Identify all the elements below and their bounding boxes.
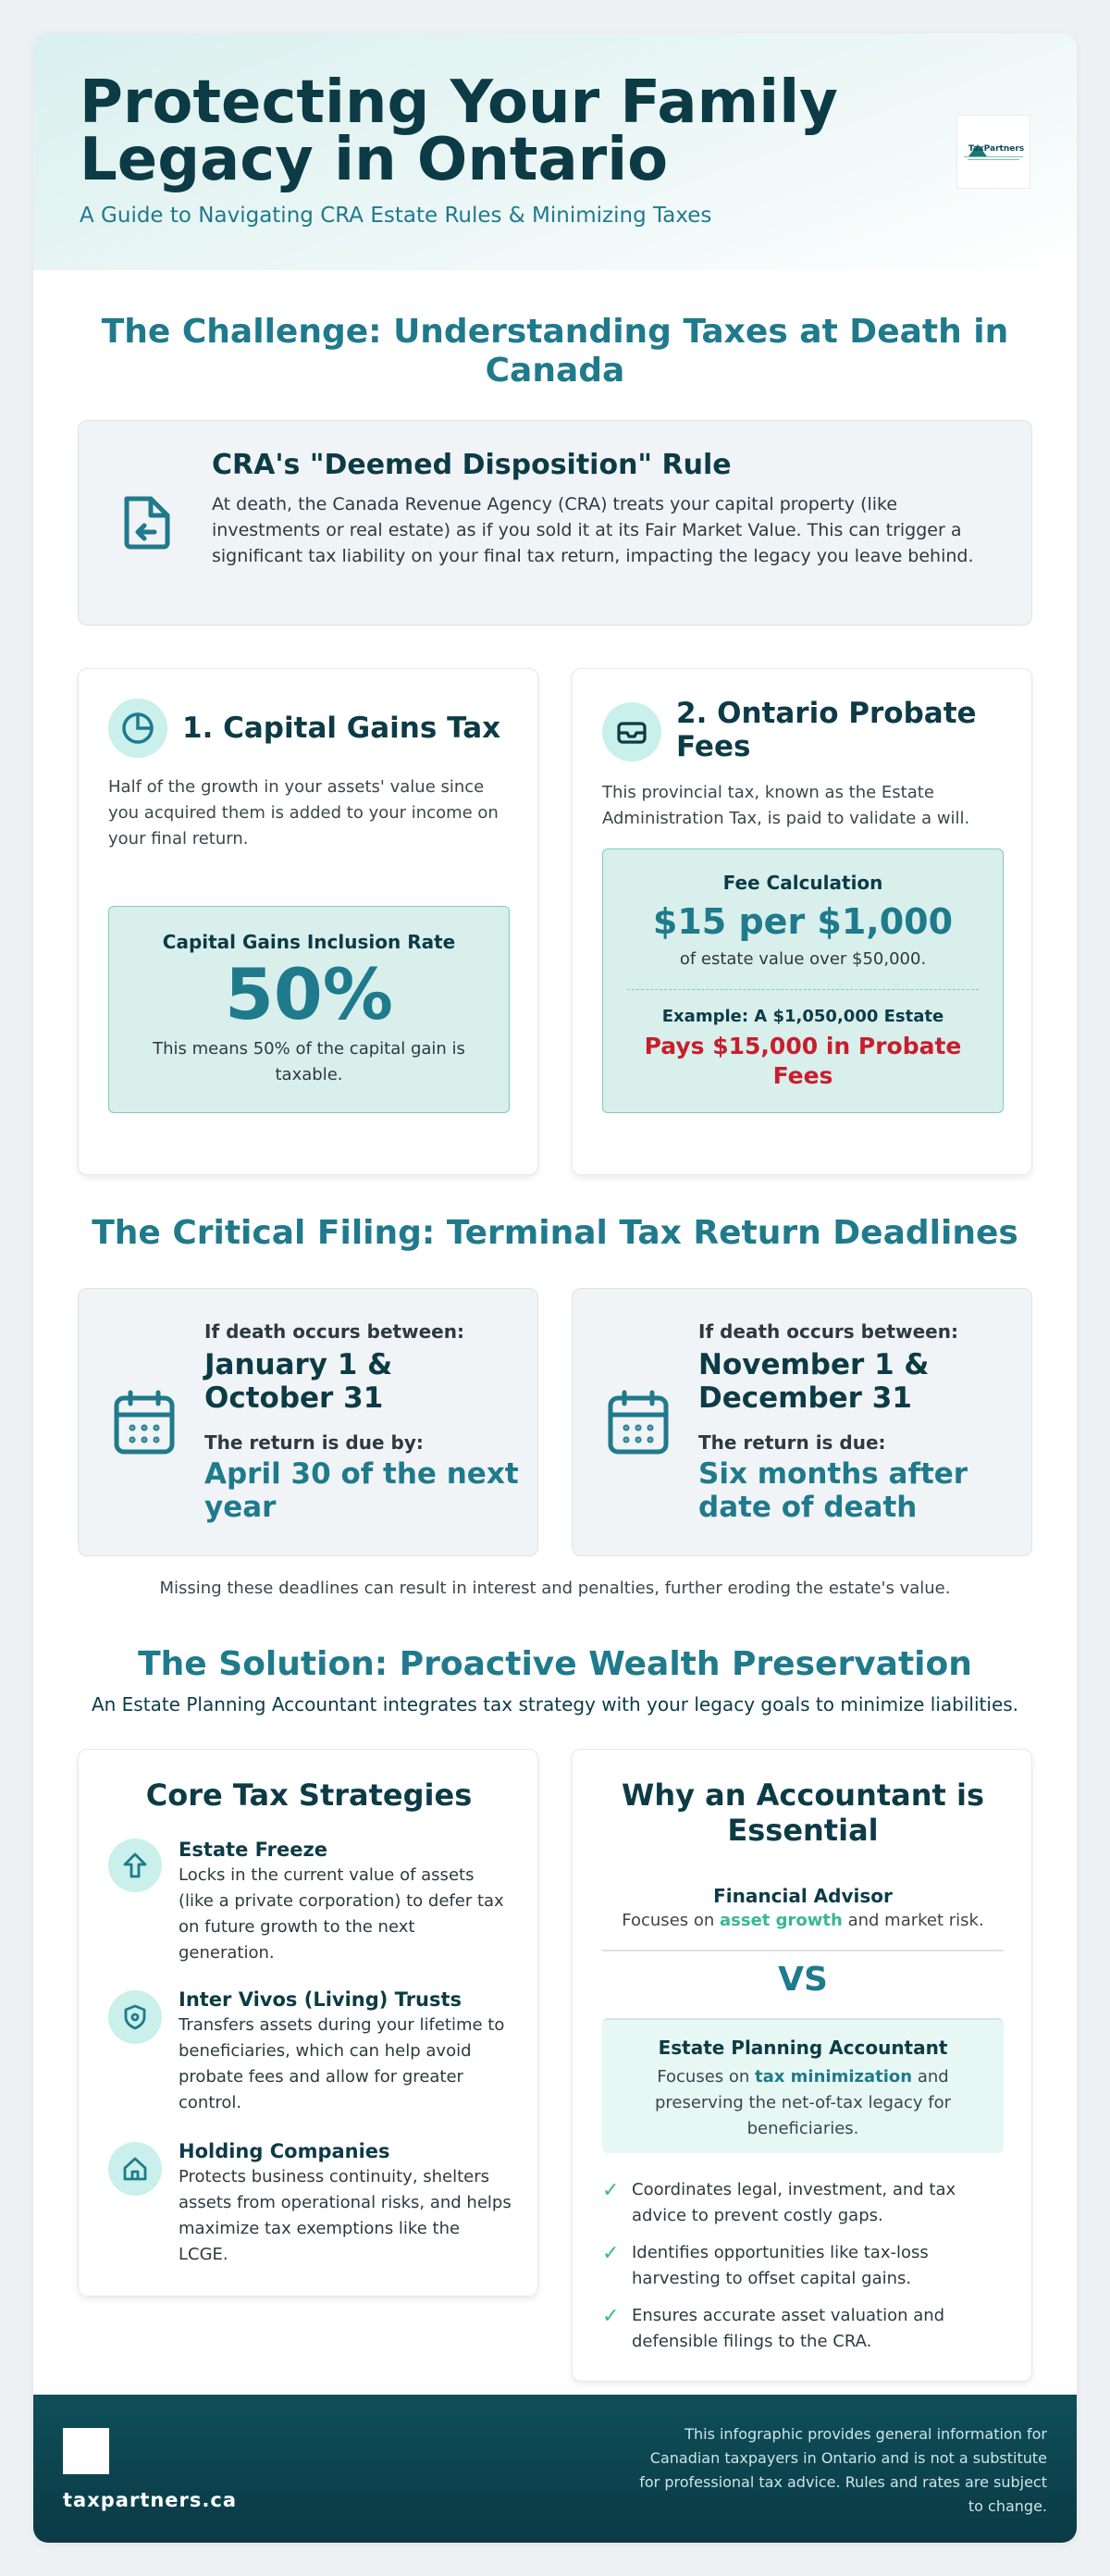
footer-site-link[interactable]: taxpartners.ca	[63, 2489, 237, 2511]
example-label: Example: A $1,050,000 Estate	[661, 1007, 944, 1026]
accountant-emphasis: tax minimization	[755, 2067, 913, 2087]
fee-calculation-label: Fee Calculation	[722, 872, 883, 894]
probate-title: 2. Ontario Probate Fees	[676, 697, 977, 763]
footer	[33, 2395, 1077, 2543]
advisor-title: Financial Advisor	[713, 1885, 893, 1907]
check-item-1: Coordinates legal, investment, and tax advice to prevent costly gaps.	[632, 2180, 956, 2225]
check-icon: ✓	[602, 2242, 620, 2265]
deemed-disposition-card	[78, 420, 1032, 625]
deadline-2-period: November 1 & December 31	[698, 1348, 930, 1415]
deadline-card-2	[572, 1288, 1032, 1556]
fee-divider	[627, 989, 979, 990]
pie-chart-icon	[108, 699, 167, 758]
probate-text: This provincial tax, known as the Estate Administration Tax, is paid to validate a will.	[602, 783, 970, 828]
probate-card	[572, 668, 1032, 1175]
page-subtitle: A Guide to Navigating CRA Estate Rules & Minimizing Taxes	[80, 204, 712, 228]
deadline-1-due: April 30 of the next year	[204, 1457, 519, 1524]
strategy-2-title: Inter Vivos (Living) Trusts	[179, 1988, 462, 2011]
wallet-icon	[602, 702, 661, 762]
arrow-up-icon	[108, 1839, 162, 1892]
accountant-text: Focuses on tax minimization and preserving the net-of-tax legacy for beneficiaries.	[654, 2067, 952, 2138]
strategy-2-text: Transfers assets during your lifetime to beneficiaries, which can help avoid probate fees and allow for greater control.	[179, 2015, 505, 2112]
capital-gains-card	[78, 668, 538, 1175]
deadline-card-1	[78, 1288, 538, 1556]
capital-gains-title: 1. Capital Gains Tax	[182, 712, 501, 745]
calendar-icon	[112, 1389, 177, 1461]
deadlines-heading: The Critical Filing: Terminal Tax Return Deadlines	[92, 1214, 1018, 1252]
deadlines-note: Missing these deadlines can result in interest and penalties, further eroding the estate's value.	[159, 1579, 951, 1598]
example-result: Pays $15,000 in Probate Fees	[644, 1033, 962, 1089]
page-title: Protecting Your Family Legacy in Ontario	[80, 68, 838, 194]
home-icon	[108, 2142, 162, 2196]
capital-gains-text: Half of the growth in your assets' value since you acquired them is added to your income on your final return.	[108, 777, 499, 848]
challenge-heading: The Challenge: Understanding Taxes at Death in Canada	[101, 313, 1009, 390]
company-logo	[956, 115, 1030, 189]
calendar-icon	[606, 1389, 671, 1461]
inclusion-rate-box	[108, 906, 510, 1113]
inclusion-rate-note: This means 50% of the capital gain is taxable.	[153, 1039, 465, 1084]
accountant-title: Estate Planning Accountant	[658, 2037, 948, 2059]
solution-intro: An Estate Planning Accountant integrates tax strategy with your legacy goals to minimize liabilities.	[91, 1693, 1019, 1715]
rule-title: CRA's "Deemed Disposition" Rule	[212, 449, 732, 481]
deadline-2-due: Six months after date of death	[698, 1457, 968, 1524]
inclusion-rate-label: Capital Gains Inclusion Rate	[162, 931, 456, 953]
strategy-1-text: Locks in the current value of assets (like a private corporation) to defer tax on future growth to the next generation.	[179, 1865, 504, 1963]
strategy-3-text: Protects business continuity, shelters assets from operational risks, and helps maximize tax exemptions like the LCGE.	[179, 2167, 512, 2264]
strategies-card	[78, 1749, 538, 2297]
file-return-icon	[114, 489, 179, 558]
check-item-3: Ensures accurate asset valuation and defensible filings to the CRA.	[632, 2306, 945, 2351]
deadline-1-period: January 1 & October 31	[204, 1348, 393, 1415]
footer-disclaimer: This infographic provides general information for Canadian taxpayers in Ontario and is not a substitute for professional tax advice. Rules and rates are subject to change.	[639, 2425, 1047, 2515]
advisor-text: Focuses on asset growth and market risk.	[622, 1911, 984, 1930]
why-title: Why an Accountant is Essential	[622, 1777, 984, 1848]
why-accountant-card	[572, 1749, 1032, 2382]
deadline-2-due-label: The return is due:	[698, 1431, 886, 1454]
inclusion-rate-value: 50%	[225, 953, 393, 1035]
accountant-box	[602, 2018, 1004, 2153]
header	[33, 33, 1077, 270]
logo-text: TaxPartners	[968, 143, 1025, 154]
fee-rate: $15 per $1,000	[652, 901, 954, 942]
strategy-3-title: Holding Companies	[179, 2140, 390, 2162]
check-icon: ✓	[602, 2179, 620, 2202]
shield-icon	[108, 1990, 162, 2044]
check-item-2: Identifies opportunities like tax-loss harvesting to offset capital gains.	[632, 2243, 929, 2288]
fee-note: of estate value over $50,000.	[679, 949, 927, 969]
footer-logo	[63, 2428, 109, 2474]
deadline-2-label: If death occurs between:	[698, 1320, 958, 1343]
fee-calculation-box	[602, 848, 1004, 1113]
solution-heading: The Solution: Proactive Wealth Preservation	[138, 1645, 972, 1683]
strategies-title: Core Tax Strategies	[145, 1777, 473, 1813]
rule-text: At death, the Canada Revenue Agency (CRA) treats your capital property (like investments or real estate) as if you sold it at its Fair Market Value. This can trigger a significant tax liability on your final tax return, impacting the legacy you leave behind.	[212, 494, 974, 566]
deadline-1-label: If death occurs between:	[204, 1320, 464, 1343]
infographic-page	[33, 33, 1077, 2543]
check-icon: ✓	[602, 2305, 620, 2328]
strategy-1-title: Estate Freeze	[179, 1839, 327, 1861]
advisor-emphasis: asset growth	[720, 1911, 843, 1930]
deadline-1-due-label: The return is due by:	[204, 1431, 424, 1454]
vs-label: VS	[778, 1961, 828, 1999]
